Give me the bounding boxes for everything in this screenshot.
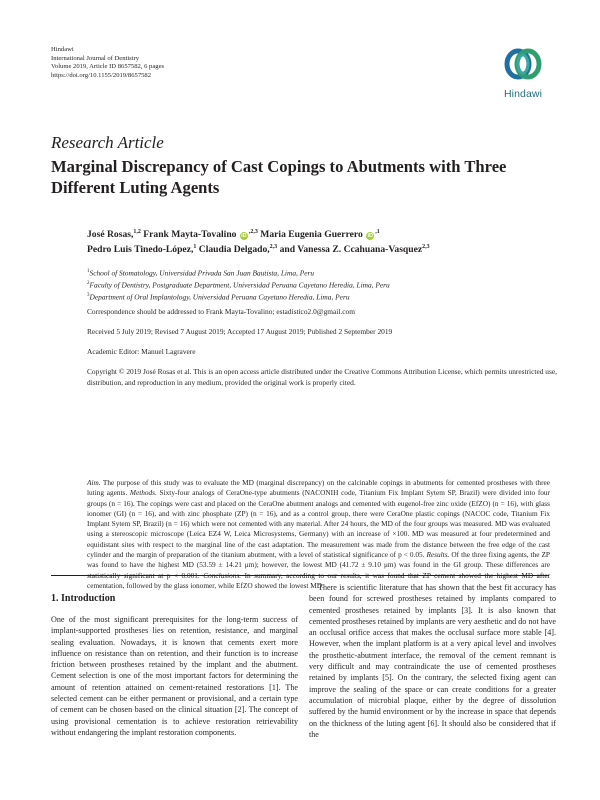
abstract-results-label: Results. xyxy=(426,550,450,560)
academic-editor: Academic Editor: Manuel Lagravere xyxy=(87,347,196,356)
copyright-notice: Copyright © 2019 José Rosas et al. This is an open access article distributed under the Creative Commons Attribution License, which permits unrestricted use, distribution, and reproduction in any medium, provided the original work is properly cited. xyxy=(87,367,557,387)
affiliation-item xyxy=(87,267,557,279)
abstract-results: Of the three fixing agents, the ZP was found to have the highest MD (53.59 ± 14.21 μm); however, the lowest MD (41.72 ± 9.10 μm) was found in the GI group. These differences are statistically significant at p < 0.001. xyxy=(87,550,550,580)
volume-line: Volume 2019, Article ID 8657582, 6 pages xyxy=(51,63,165,71)
author-name: Frank Mayta-Tovalino xyxy=(143,229,237,241)
author-affil-sup: ,1 xyxy=(375,229,380,235)
abstract-conclusions-label: Conclusions. xyxy=(203,570,242,580)
affiliation-text: Department of Oral Implantology, Universidad Peruana Cayetano Heredia, Lima, Peru xyxy=(89,292,350,302)
author-name: Pedro Luis Tinedo-López, xyxy=(87,244,194,256)
author-list xyxy=(87,226,557,256)
hindawi-logo-icon xyxy=(503,44,543,84)
hindawi-logo xyxy=(498,44,548,100)
author-name: José Rosas, xyxy=(87,229,134,241)
publication-dates: Received 5 July 2019; Revised 7 August 2019; Accepted 17 August 2019; Published 2 September 2019 xyxy=(87,327,393,336)
affiliation-number: 3 xyxy=(87,292,90,298)
article-title: Marginal Discrepancy of Cast Copings to Abutments with Three Different Luting Agents xyxy=(51,157,507,197)
orcid-icon[interactable]: iD xyxy=(367,233,373,240)
author-affil-sup: 1 xyxy=(193,244,197,251)
journal-meta xyxy=(51,46,164,80)
affiliation-number: 2 xyxy=(87,280,90,286)
section-divider xyxy=(51,575,549,576)
affiliation-item xyxy=(87,291,557,303)
author-name: Claudia Delgado, xyxy=(198,244,270,256)
doi-link[interactable]: https://doi.org/10.1155/2019/8657582 xyxy=(51,71,152,79)
correspondence: Correspondence should be addressed to Frank Mayta-Tovalino; estadistico2.0@gmail.com xyxy=(87,307,355,316)
section-heading: 1. Introduction xyxy=(51,593,116,604)
author-name: Maria Eugenia Guerrero xyxy=(260,229,363,241)
abstract-aim-label: Aim. xyxy=(87,478,101,487)
affiliation-number: 1 xyxy=(87,269,90,274)
article-type: Research Article xyxy=(51,133,164,152)
author-name: and Vanessa Z. Ccahuana-Vasquez xyxy=(279,244,423,256)
author-affil-sup: 2,3 xyxy=(422,244,430,251)
abstract-methods: Sixty-four analogs of CeraOne-type abutments (NACONIH code, Titanium Fix Implant Sytem SP, Brazil) were divided into four groups (n = 16). The copings were cast and placed on the CeraOne abutment analogs and cemented with eugenol-free zinc oxide (EfZO) (n = 16), with glass ionomer (GI) (n = 16), and with zinc phosphate (ZP) (n = 16), and as a control group, there were CeraOne plastic copings (NACOC code, Titanium Fix Implant Sytem SP, Brazil) (n = 16) which were not cemented with any material. After 24 hours, the MD of the four groups was measured. MD was evaluated using a stereoscopic microscope (Leica EZ4 W, Leica Microsystems, Germany) with an increase of ×100. MD was measured at four predetermined and equidistant sites with respect to the marginal line of the cast adaptation. The measurement was made from the distance between the free edge of the cast cylinder and the margin of preparation of the titanium abutment, with a level of statistical significance of p < 0.05. xyxy=(87,488,550,560)
abstract-methods-label: Methods. xyxy=(129,488,157,498)
affiliation-item xyxy=(87,279,557,291)
author-affil-sup: 1,2 xyxy=(133,229,141,235)
intro-right-column: There is scientific literature that has shown that the best fit accuracy has been found for screwed prostheses retained by implants compared to cemented prostheses retained by implants [3]. It is also known that cemented prostheses retained by implants are very aesthetic and do not have an occlusal orifice access that makes the occlusal surface more stable [4]. However, when the implant platform is at a very apical level and involves the prosthetic-abutment interface, the removal of the cement remnant is very difficult and may contraindicate the use of cemented prostheses retained by implants [5]. On the contrary, the selected fixing agent can improve the sealing of the space or can create conditions for a greater accumulation of microbial plaque, either by the degree of dissolution suffered by the humid environment or by the increase in space that depends on the thickness of the luting agent [6]. It should also be considered that if the xyxy=(309,583,556,739)
logo-wordmark: Hindawi xyxy=(503,88,543,100)
journal-name: International Journal of Dentistry xyxy=(51,54,140,62)
author-affil-sup: ,2,3 xyxy=(248,229,258,235)
affiliation-text: School of Stomatology, Universidad Privada San Juan Bautista, Lima, Peru xyxy=(89,268,315,278)
publisher-name: Hindawi xyxy=(51,46,74,53)
orcid-icon[interactable]: iD xyxy=(241,233,247,240)
abstract-aim: The purpose of this study was to evaluate the MD (marginal discrepancy) on the calcinable copings in abutments for cemented prostheses with three luting agents. xyxy=(87,478,550,498)
affiliations xyxy=(87,267,557,303)
abstract-conclusions: In summary, according to our results, it was found that ZP cement showed the highest MD after cementation, followed by the glass ionomer, while EfZO showed the lowest MD. xyxy=(87,570,550,590)
intro-left-column: One of the most significant prerequisites for the long-term success of implant-supported prostheses lies on retention, resistance, and marginal sealing evaluation. Nowadays, it is known that cements exert more influence on resistance than on retention, and their function is to increase friction between prostheses retained by the implant and the abutment. Cement selection is one of the most important factors for determining the amount of retention attained on cement-retained restorations [1]. The selected cement can be either permanent or provisional, and a certain type of cement can be chosen based on the clinical situation [2]. The concept of using provisional cementation is to achieve restoration retrievability without endangering the implant restoration components. xyxy=(51,615,298,737)
author-affil-sup: 2,3 xyxy=(269,244,278,251)
affiliation-text: Faculty of Dentistry, Postgraduate Department, Universidad Peruana Cayetano Heredia, Lima, Peru xyxy=(89,280,390,290)
